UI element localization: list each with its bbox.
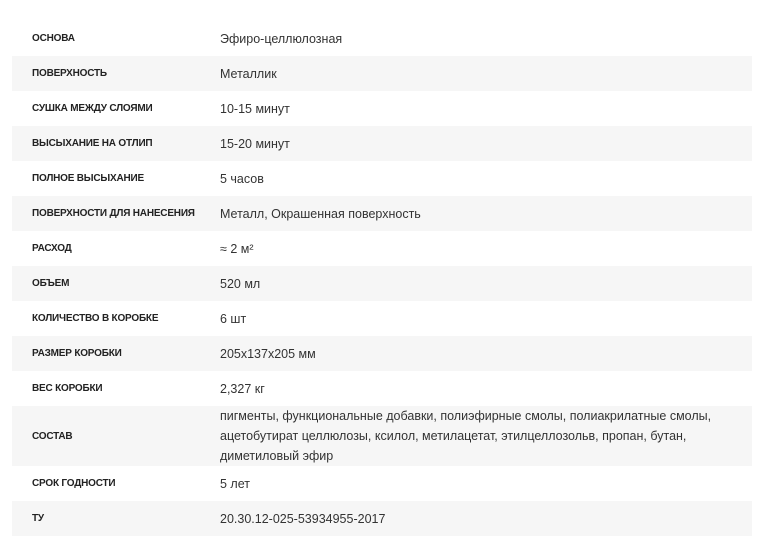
spec-row-volume [12, 266, 752, 301]
spec-value: ≈ 2 м² [220, 241, 254, 256]
spec-value: 2,327 кг [220, 381, 265, 396]
spec-value: 10-15 минут [220, 101, 290, 116]
spec-value: пигменты, функциональные добавки, полиэфирные смолы, полиакрилатные смолы, ацетобутират целлюлозы, ксилол, метилацетат, этилцеллозольв, пропан, бутан, диметиловый эфир [220, 409, 712, 463]
spec-value: 205x137x205 мм [220, 346, 316, 361]
spec-label: РАСХОД [32, 243, 72, 254]
spec-row-application-surfaces [12, 196, 752, 231]
spec-row-box-weight [12, 371, 752, 406]
spec-value: 15-20 минут [220, 136, 290, 151]
spec-row-composition [12, 406, 752, 466]
spec-label: КОЛИЧЕСТВО В КОРОБКЕ [32, 313, 159, 324]
spec-value: 20.30.12-025-53934955-2017 [220, 511, 386, 526]
spec-row-technical-conditions [12, 501, 752, 536]
spec-row-box-size [12, 336, 752, 371]
spec-label: РАЗМЕР КОРОБКИ [32, 348, 122, 359]
spec-row-shelf-life [12, 466, 752, 501]
spec-label: ВЫСЫХАНИЕ НА ОТЛИП [32, 138, 153, 149]
spec-value: 520 мл [220, 276, 261, 291]
spec-label: ОСНОВА [32, 33, 75, 44]
spec-value: Металл, Окрашенная поверхность [220, 206, 421, 221]
spec-row-full-dry [12, 161, 752, 196]
spec-row-consumption [12, 231, 752, 266]
spec-value: Эфиро-целлюлозная [220, 31, 343, 46]
spec-row-box-quantity [12, 301, 752, 336]
spec-label: ОБЪЕМ [32, 278, 70, 289]
spec-row-drying-between-layers [12, 91, 752, 126]
spec-label: СРОК ГОДНОСТИ [32, 478, 116, 489]
spec-label: СУШКА МЕЖДУ СЛОЯМИ [32, 103, 153, 114]
spec-row-surface [12, 56, 752, 91]
spec-row-base [12, 21, 752, 56]
spec-value: 5 часов [220, 171, 264, 186]
spec-value: 5 лет [220, 476, 250, 491]
spec-value: 6 шт [220, 311, 247, 326]
specifications-table [12, 21, 752, 536]
spec-label: ПОВЕРХНОСТЬ [32, 68, 107, 79]
spec-row-touch-dry [12, 126, 752, 161]
spec-value: Металлик [220, 66, 277, 81]
spec-label: ПОВЕРХНОСТИ ДЛЯ НАНЕСЕНИЯ [32, 208, 195, 219]
spec-label: ВЕС КОРОБКИ [32, 383, 103, 394]
spec-label: СОСТАВ [32, 430, 73, 442]
spec-label: ПОЛНОЕ ВЫСЫХАНИЕ [32, 173, 144, 184]
spec-label: ТУ [32, 513, 44, 524]
